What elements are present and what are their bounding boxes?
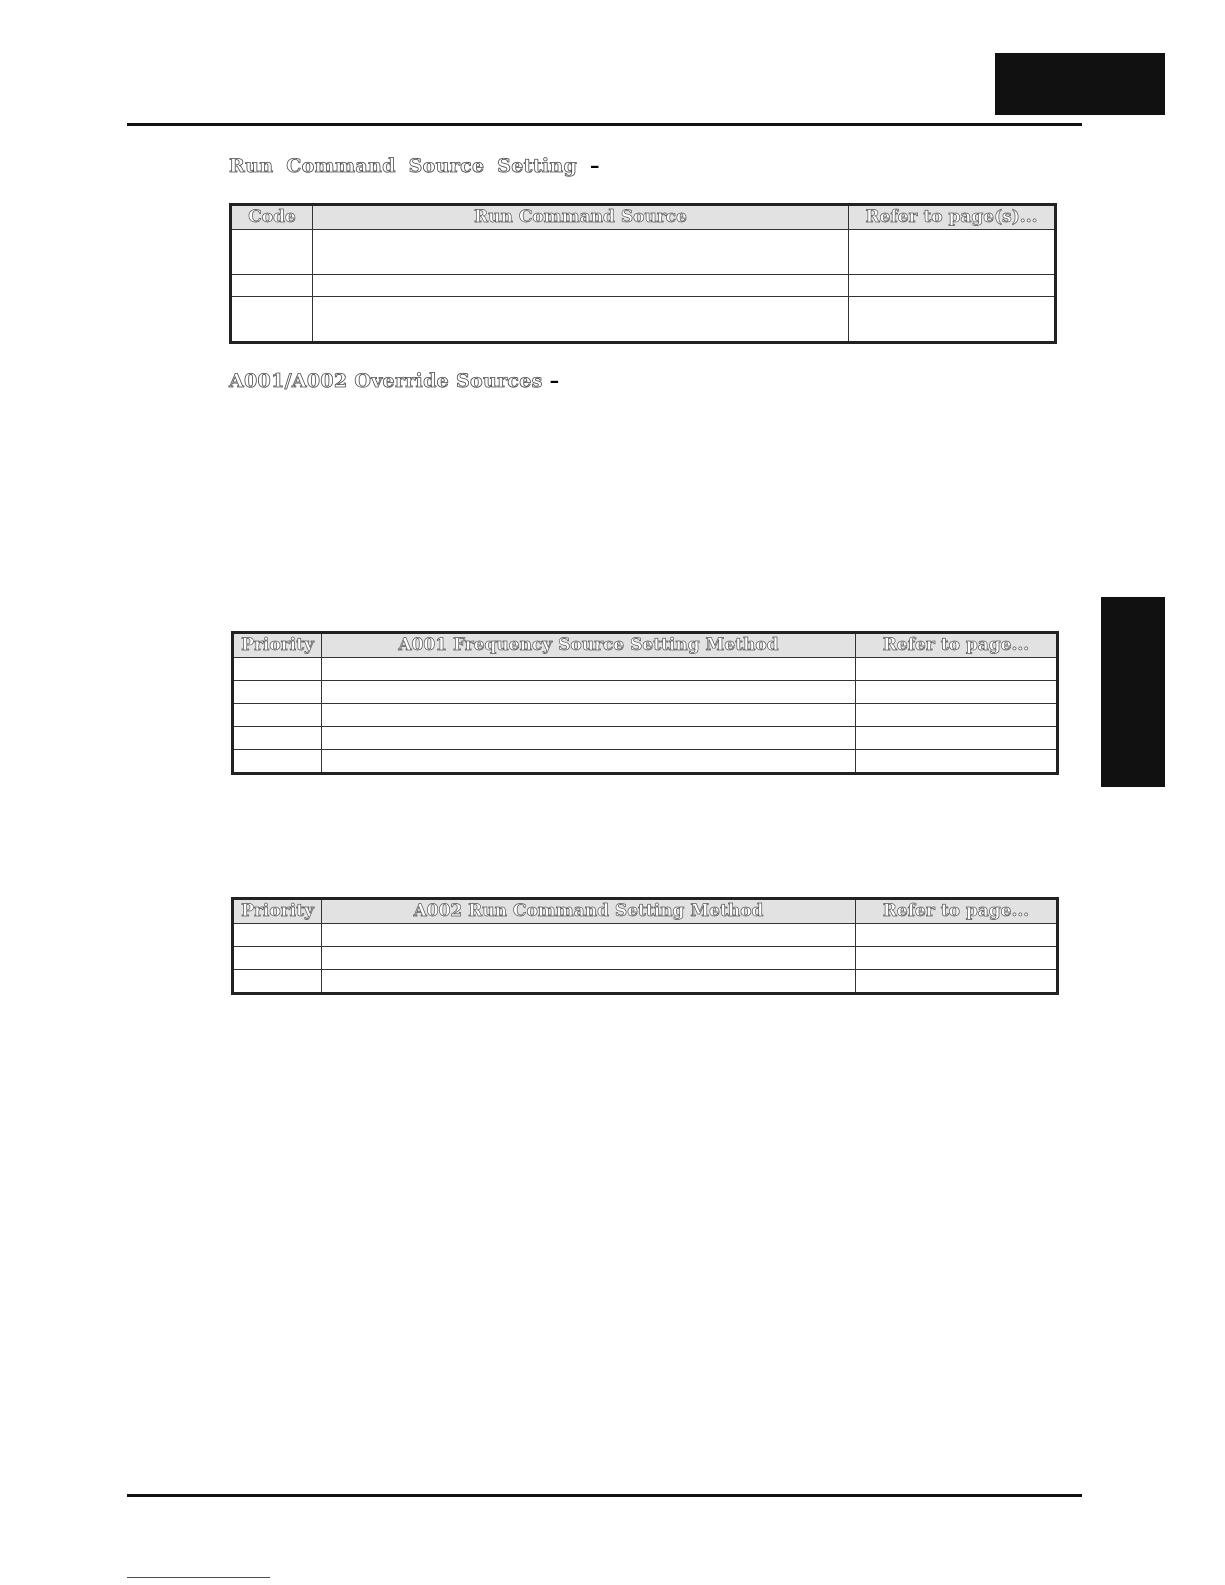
table-row [233,727,1058,750]
chapter-tab-top [995,53,1165,115]
run-command-source-title: Run Command Source Setting [229,155,578,177]
column-header-a002-method: A002 Run Command Setting Method [322,899,856,924]
column-header-refer-to-page: Refer to page... [856,899,1058,924]
header-rule [127,123,1082,126]
column-header-refer-to-page: Refer to page... [856,633,1058,658]
column-header-priority: Priority [233,899,322,924]
chapter-tab-side [1101,597,1165,787]
table-row [233,750,1058,774]
run-command-source-heading [229,154,600,178]
footer-link-underline[interactable] [127,1577,270,1578]
table-row [233,924,1058,947]
override-sources-title: A001/A002 Override Sources [229,370,543,392]
override-sources-heading [229,369,559,393]
table-row [233,658,1058,681]
column-header-code: Code [231,205,313,230]
table-row [231,230,1056,275]
a002-priority-table [231,897,1059,995]
column-header-refer-to-pages: Refer to page(s)... [849,205,1056,230]
table-row [233,704,1058,727]
table-row [231,275,1056,297]
column-header-priority: Priority [233,633,322,658]
heading-dash: – [589,155,600,177]
table-row [233,681,1058,704]
run-command-source-table [229,203,1057,344]
table-row [233,970,1058,994]
column-header-a001-method: A001 Frequency Source Setting Method [322,633,856,658]
heading-dash: – [549,370,560,392]
table-row [233,947,1058,970]
a001-priority-table [231,631,1059,775]
table-row [231,297,1056,343]
footer-rule [127,1494,1082,1497]
column-header-run-command-source: Run Command Source [313,205,849,230]
